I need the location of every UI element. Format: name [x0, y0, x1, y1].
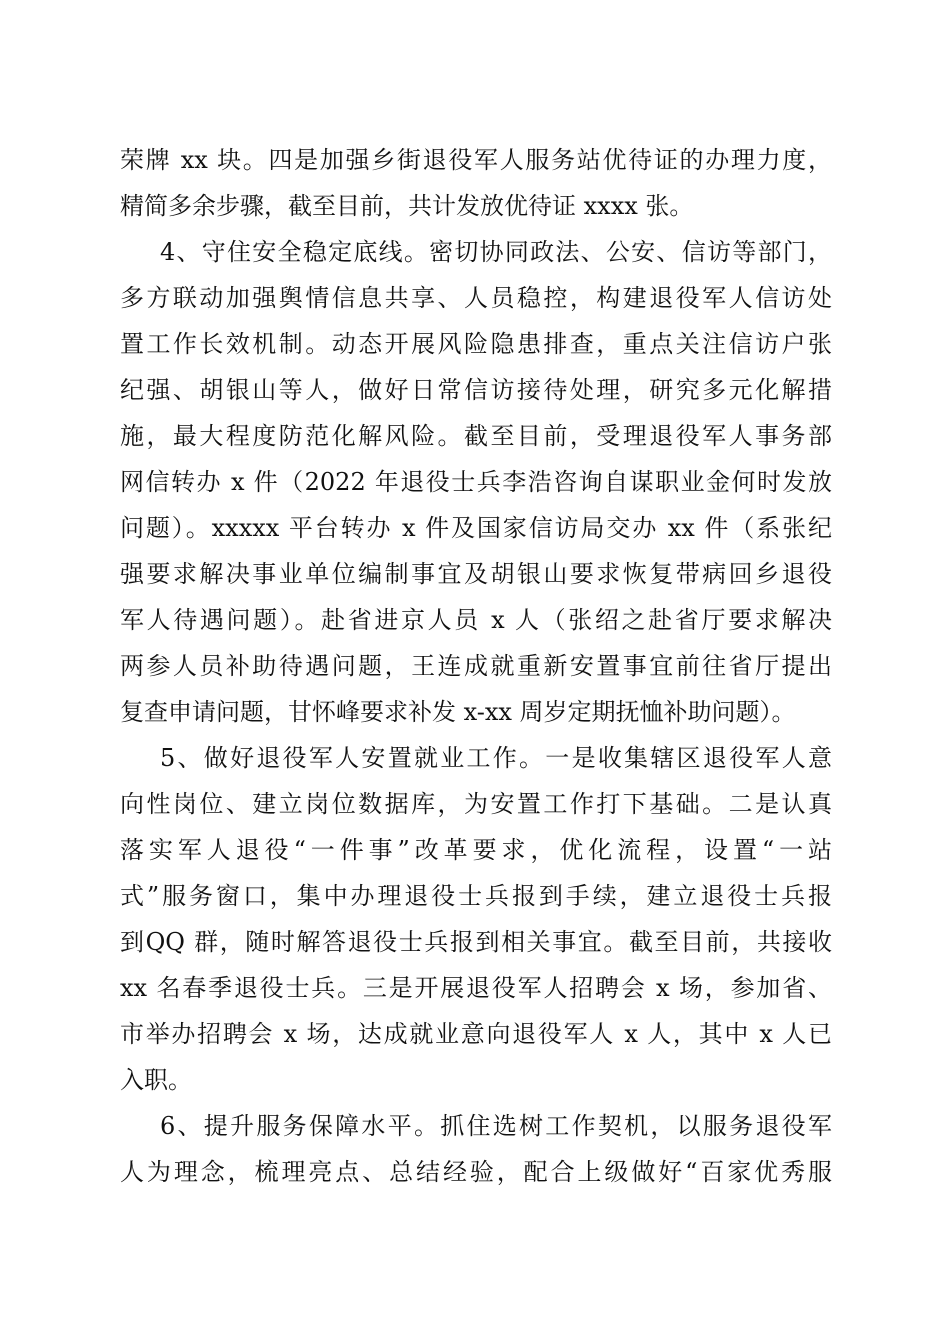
text-line: 施，最大程度防范化解风险。截至目前，受理退役军人事务部 [120, 422, 832, 450]
text-line: 荣牌 xx 块。四是加强乡街退役军人服务站优待证的办理力度， [120, 146, 832, 174]
text-line: 网信转办 x 件（2022 年退役士兵李浩咨询自谋职业金何时发放 [120, 468, 832, 496]
text-line: 纪强、胡银山等人，做好日常信访接待处理，研究多元化解措 [120, 376, 832, 404]
paragraph-heading-line: 6、提升服务保障水平。抓住选树工作契机，以服务退役军 [160, 1112, 832, 1140]
text-line: 问题）。xxxxx 平台转办 x 件及国家信访局交办 xx 件（系张纪 [120, 514, 832, 542]
text-line: 式”服务窗口，集中办理退役士兵报到手续，建立退役士兵报 [120, 882, 832, 910]
text-line: 两参人员补助待遇问题，王连成就重新安置事宜前往省厅提出 [120, 652, 832, 680]
paragraph-heading-line: 4、守住安全稳定底线。密切协同政法、公安、信访等部门， [160, 238, 832, 266]
paragraph-4-security-stability [120, 229, 832, 735]
text-line: xx 名春季退役士兵。三是开展退役军人招聘会 x 场，参加省、 [120, 974, 832, 1002]
text-line: 多方联动加强舆情信息共享、人员稳控，构建退役军人信访处 [120, 284, 832, 312]
text-line: 市举办招聘会 x 场，达成就业意向退役军人 x 人，其中 x 人已 [120, 1020, 832, 1048]
paragraph-heading-line: 5、做好退役军人安置就业工作。一是收集辖区退役军人意 [160, 744, 832, 772]
text-line: 军人待遇问题）。赴省进京人员 x 人（张绍之赴省厅要求解决 [120, 606, 832, 634]
text-line: 到QQ 群，随时解答退役士兵报到相关事宜。截至目前，共接收 [120, 928, 832, 956]
paragraph-5-employment [120, 735, 832, 1103]
text-line: 入职。 [120, 1066, 192, 1094]
document-body [120, 137, 832, 1195]
text-line: 复查申请问题，甘怀峰要求补发 x-xx 周岁定期抚恤补助问题）。 [120, 698, 796, 726]
paragraph-6-service [120, 1103, 832, 1195]
text-line: 强要求解决事业单位编制事宜及胡银山要求恢复带病回乡退役 [120, 560, 832, 588]
text-line: 置工作长效机制。动态开展风险隐患排查，重点关注信访户张 [120, 330, 832, 358]
text-line: 精简多余步骤，截至目前，共计发放优待证 xxxx 张。 [120, 192, 694, 220]
paragraph-3-continuation [120, 137, 832, 229]
text-line: 落实军人退役“一件事”改革要求，优化流程，设置“一站 [120, 836, 832, 864]
text-line: 人为理念，梳理亮点、总结经验，配合上级做好“百家优秀服 [120, 1158, 832, 1186]
text-line: 向性岗位、建立岗位数据库，为安置工作打下基础。二是认真 [120, 790, 832, 818]
